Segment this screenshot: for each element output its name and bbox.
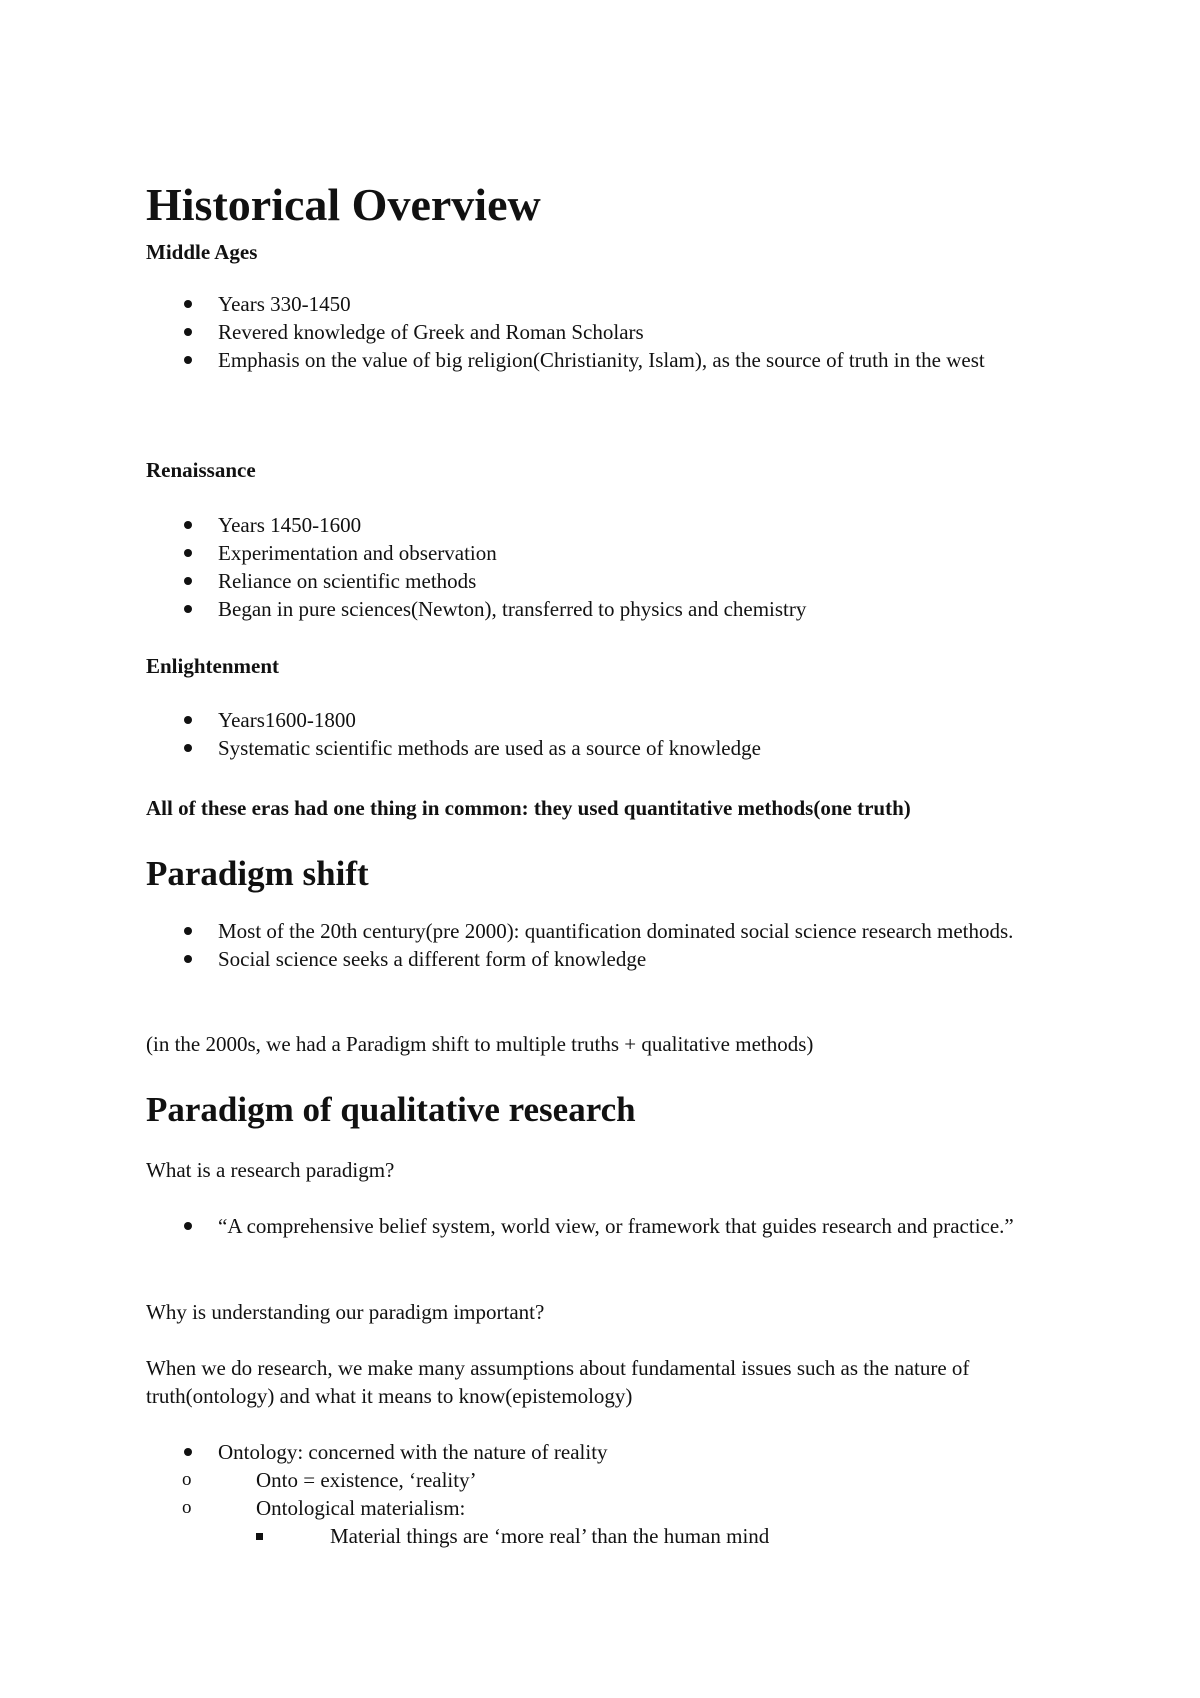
list-item: Material things are ‘more real’ than the human mind [256, 1522, 1076, 1550]
bullet-icon [184, 549, 192, 557]
list-item: Revered knowledge of Greek and Roman Scholars [146, 318, 1076, 346]
list-item: Years 330-1450 [146, 290, 1076, 318]
list-item: Years1600-1800 [146, 706, 1076, 734]
bullet-icon [184, 1222, 192, 1230]
materialism-sublist [256, 1522, 1076, 1550]
list-item: o Onto = existence, ‘reality’ [182, 1468, 477, 1492]
section-title-qualitative: Paradigm of qualitative research [146, 1090, 636, 1129]
bullet-icon [184, 744, 192, 752]
ontology-sublist [182, 1466, 1076, 1550]
list-item: “A comprehensive belief system, world view, or framework that guides research and practice.” [146, 1212, 1088, 1240]
heading-enlightenment: Enlightenment [146, 654, 280, 678]
bullet-icon [184, 356, 192, 364]
list-enlightenment [146, 706, 1076, 762]
list-item: Most of the 20th century(pre 2000): quantification dominated social science research methods. [146, 917, 1088, 945]
list-item: Began in pure sciences(Newton), transferred to physics and chemistry [146, 595, 1076, 623]
section-title-paradigm-shift: Paradigm shift [146, 854, 369, 893]
bullet-icon [184, 300, 192, 308]
page-title: Historical Overview [146, 179, 541, 230]
paradigm-shift-note: (in the 2000s, we had a Paradigm shift to multiple truths + qualitative methods) [146, 1032, 814, 1056]
bullet-icon [184, 927, 192, 935]
heading-middle-ages: Middle Ages [146, 240, 258, 264]
list-ontology [146, 1438, 1076, 1550]
list-item: Emphasis on the value of big religion(Christianity, Islam), as the source of truth in the west [146, 346, 1088, 374]
list-item: Experimentation and observation [146, 539, 1076, 567]
question-why-paradigm: Why is understanding our paradigm important? [146, 1300, 545, 1324]
list-item: Social science seeks a different form of knowledge [146, 945, 1076, 973]
list-paradigm-shift [146, 917, 1076, 973]
bullet-icon [184, 955, 192, 963]
bullet-icon [184, 577, 192, 585]
bullet-icon [184, 328, 192, 336]
list-item: o Ontological materialism: Material things are ‘more real’ than the human mind [182, 1494, 1076, 1550]
question-research-paradigm: What is a research paradigm? [146, 1158, 395, 1182]
heading-renaissance: Renaissance [146, 458, 256, 482]
list-middle-ages [146, 290, 1076, 374]
list-item: Systematic scientific methods are used as a source of knowledge [146, 734, 1076, 762]
bullet-icon [184, 716, 192, 724]
bullet-icon [184, 521, 192, 529]
common-note: All of these eras had one thing in common: they used quantitative methods(one truth) [146, 796, 911, 820]
circle-bullet-icon: o [182, 1469, 192, 1490]
bullet-icon [184, 1448, 192, 1456]
assumptions-paragraph: When we do research, we make many assumptions about fundamental issues such as the nature of truth(ontology) and what it means to know(epistemology) [146, 1356, 970, 1408]
circle-bullet-icon: o [182, 1497, 192, 1518]
list-quote [146, 1212, 1076, 1240]
list-item: Ontology: concerned with the nature of reality o Onto = existence, ‘reality’ o Ontological materialism: Material things are ‘more real’ than the human mind [146, 1438, 1076, 1550]
list-item: Reliance on scientific methods [146, 567, 1076, 595]
list-item: Years 1450-1600 [146, 511, 1076, 539]
square-bullet-icon [256, 1533, 263, 1540]
bullet-icon [184, 605, 192, 613]
list-renaissance [146, 511, 1076, 623]
